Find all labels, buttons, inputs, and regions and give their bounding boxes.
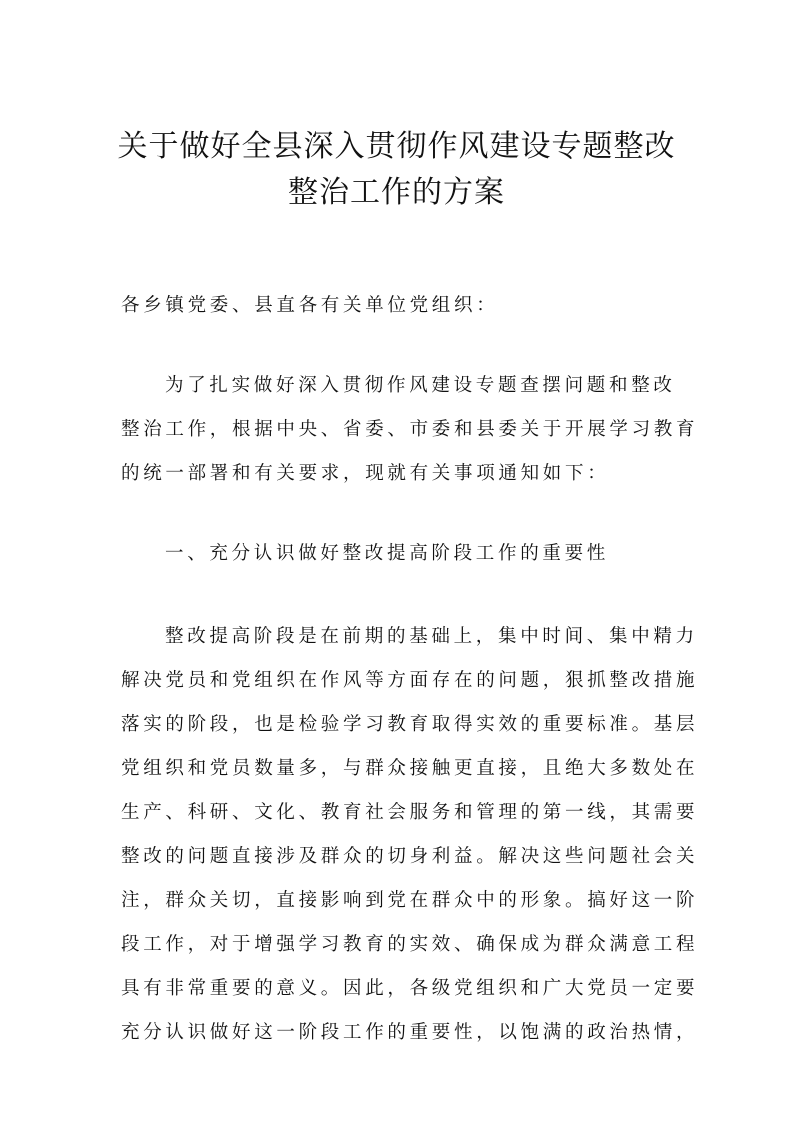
body-line: 落实的阶段，也是检验学习教育取得实效的重要标准。基层 bbox=[121, 714, 699, 735]
body-line: 生产、科研、文化、教育社会服务和管理的第一线，其需要 bbox=[121, 802, 699, 823]
intro-line: 为了扎实做好深入贯彻作风建设专题查摆问题和整改 bbox=[165, 375, 676, 396]
intro-line: 的统一部署和有关要求，现就有关事项通知如下： bbox=[121, 463, 610, 484]
salutation: 各乡镇党委、县直各有关单位党组织： bbox=[121, 295, 499, 316]
section-heading: 一、充分认识做好整改提高阶段工作的重要性 bbox=[165, 543, 610, 564]
body-line: 注，群众关切，直接影响到党在群众中的形象。搞好这一阶 bbox=[121, 890, 699, 911]
body-line: 整改提高阶段是在前期的基础上，集中时间、集中精力 bbox=[165, 626, 698, 647]
body-line: 党组织和党员数量多，与群众接触更直接，且绝大多数处在 bbox=[121, 758, 699, 779]
body-line: 具有非常重要的意义。因此，各级党组织和广大党员一定要 bbox=[121, 978, 699, 999]
document-title-line-1: 关于做好全县深入贯彻作风建设专题整改 bbox=[117, 129, 676, 164]
body-line: 整改的问题直接涉及群众的切身利益。解决这些问题社会关 bbox=[121, 846, 699, 867]
intro-line: 整治工作，根据中央、省委、市委和县委关于开展学习教育 bbox=[121, 419, 699, 440]
body-line: 充分认识做好这一阶段工作的重要性，以饱满的政治热情， bbox=[121, 1022, 699, 1043]
body-line: 解决党员和党组织在作风等方面存在的问题，狠抓整改措施 bbox=[121, 670, 699, 691]
body-line: 段工作，对于增强学习教育的实效、确保成为群众满意工程 bbox=[121, 934, 699, 955]
document-title-line-2: 整治工作的方案 bbox=[288, 175, 505, 210]
